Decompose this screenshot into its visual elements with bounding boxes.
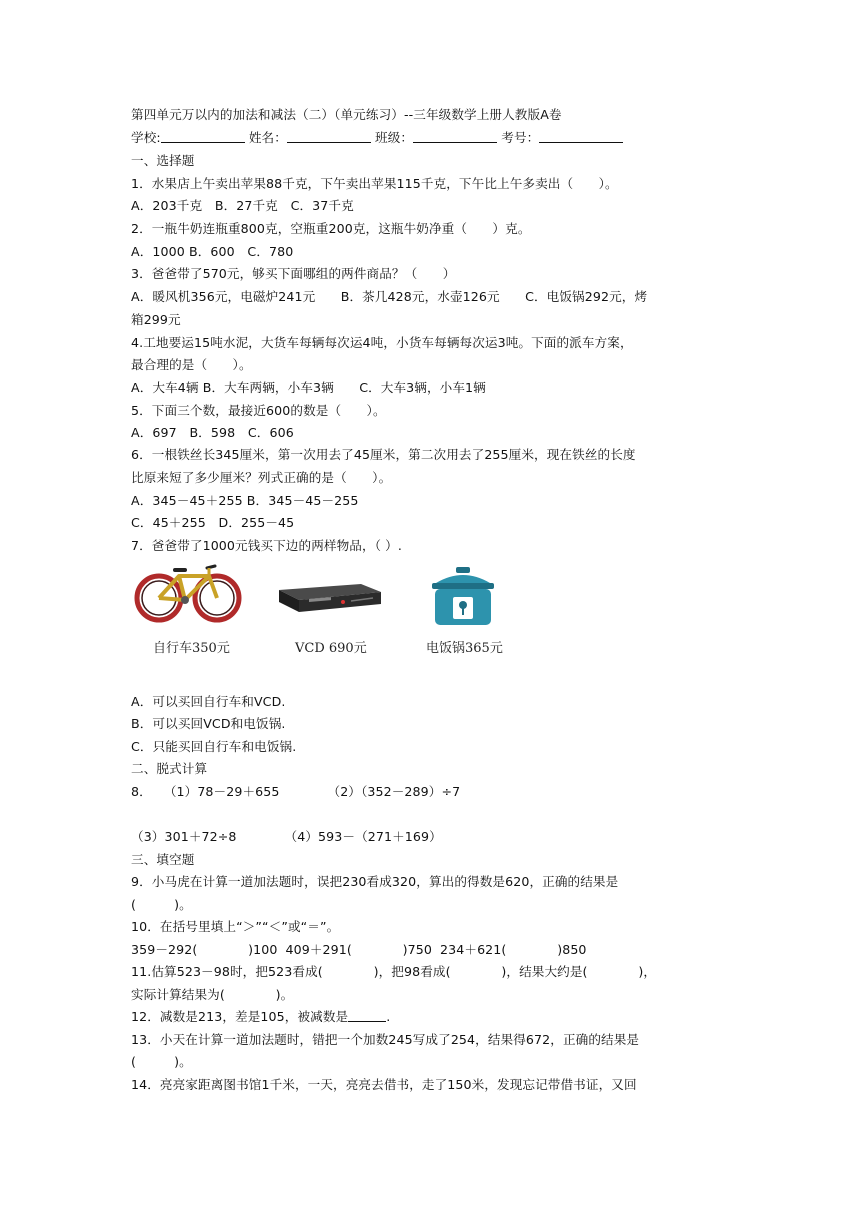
q3-stem: 3．爸爸带了570元，够买下面哪组的两件商品？（ ）	[131, 266, 456, 281]
section-heading-choice: 一、选择题	[131, 153, 195, 168]
q7-option-c: C．只能买回自行车和电饭锅.	[131, 739, 297, 754]
q9-line2: ( )。	[131, 897, 192, 912]
q2-options: A．1000 B．600 C．780	[131, 244, 294, 259]
q12-tail: .	[386, 1009, 391, 1024]
q8-number: 8．	[131, 784, 152, 799]
q6-stem-line2: 比原来短了多少厘米？列式正确的是（ ）。	[131, 470, 392, 485]
q6-stem-line1: 6．一根铁丝长345厘米，第一次用去了45厘米，第二次用去了255厘米，现在铁丝的长度	[131, 447, 636, 462]
q11-line1: 11.估算523－98时，把523看成( )，把98看成( )，结果大约是( )，	[131, 964, 657, 979]
bicycle-icon	[133, 562, 245, 624]
q3-options-line1: A．暖风机356元，电磁炉241元 B．茶几428元，水壶126元 C．电饭锅292元，烤	[131, 289, 648, 304]
q8-row1	[131, 783, 460, 801]
vcd-caption: VCD 690元	[295, 641, 367, 656]
q1-stem: 1．水果店上午卖出苹果88千克，下午卖出苹果115千克，下午比上午多卖出（ ）。	[131, 176, 618, 191]
q7-option-b: B．可以买回VCD和电饭锅.	[131, 716, 286, 731]
document-title: 第四单元万以内的加法和减法（二）（单元练习）--三年级数学上册人教版A卷	[131, 107, 562, 122]
q5-options: A．697 B．598 C．606	[131, 425, 294, 440]
rice-cooker-caption: 电饭锅365元	[426, 641, 503, 656]
rice-cooker-icon	[428, 565, 498, 629]
school-blank	[161, 130, 245, 143]
q10-compare-2: 409＋291( )750	[285, 942, 433, 957]
q7-stem: 7．爸爸带了1000元钱买下边的两样物品，（ ）.	[131, 538, 402, 553]
name-blank	[287, 130, 371, 143]
q12-blank	[348, 1009, 386, 1022]
q11-line2: 实际计算结果为( )。	[131, 987, 294, 1002]
q8-part2: （2）（352－289）÷7	[327, 784, 461, 799]
q8-part3: （3）301＋72÷8	[131, 829, 237, 844]
q4-stem-line2: 最合理的是（ ）。	[131, 357, 252, 372]
q5-stem: 5．下面三个数，最接近600的数是（ ）。	[131, 403, 386, 418]
q10-compare-1: 359－292( )100	[131, 942, 278, 957]
q8-row2	[131, 828, 442, 846]
q10-comparisons	[131, 941, 587, 959]
section-heading-calc: 二、脱式计算	[131, 761, 208, 776]
q8-part1: （1）78－29＋655	[163, 784, 280, 799]
q7-option-a: A．可以买回自行车和VCD.	[131, 694, 286, 709]
q6-options-line1: A．345－45＋255 B．345－45－255	[131, 493, 359, 508]
q13-line2: ( )。	[131, 1054, 192, 1069]
q4-options: A．大车4辆 B．大车两辆，小车3辆 C．大车3辆，小车1辆	[131, 380, 486, 395]
q9-line1: 9．小马虎在计算一道加法题时，误把230看成320，算出的得数是620，正确的结果是	[131, 874, 619, 889]
q3-options-line2: 箱299元	[131, 312, 181, 327]
bicycle-caption: 自行车350元	[153, 641, 230, 656]
q12-text: 12．减数是213，差是105，被减数是	[131, 1009, 349, 1024]
q4-stem-line1: 4.工地要运15吨水泥，大货车每辆每次运4吨，小货车每辆每次运3吨。下面的派车方案，	[131, 335, 633, 350]
exam-no-blank	[539, 130, 623, 143]
class-label: 班级：	[375, 130, 414, 145]
q6-options-line2: C．45＋255 D．255－45	[131, 515, 295, 530]
vcd-player-icon	[275, 582, 383, 618]
school-label: 学校:	[131, 130, 161, 145]
section-heading-fill: 三、填空题	[131, 852, 195, 867]
exam-no-label: 考号：	[501, 130, 540, 145]
q2-stem: 2．一瓶牛奶连瓶重800克，空瓶重200克，这瓶牛奶净重（ ）克。	[131, 221, 531, 236]
q10-compare-3: 234＋621( )850	[440, 942, 587, 957]
header-fields	[131, 129, 623, 147]
q10-stem: 10．在括号里填上“＞”“＜”或“＝”。	[131, 919, 340, 934]
class-blank	[413, 130, 497, 143]
q14-line1: 14．亮亮家距离图书馆1千米，一天，亮亮去借书，走了150米，发现忘记带借书证，又回	[131, 1077, 637, 1092]
q12-line	[131, 1008, 390, 1026]
q1-options: A．203千克 B．27千克 C．37千克	[131, 198, 354, 213]
q13-line1: 13．小天在计算一道加法题时，错把一个加数245写成了254，结果得672，正确的结果是	[131, 1032, 640, 1047]
q8-part4: （4）593－（271＋169）	[284, 829, 442, 844]
name-label: 姓名：	[248, 130, 287, 145]
